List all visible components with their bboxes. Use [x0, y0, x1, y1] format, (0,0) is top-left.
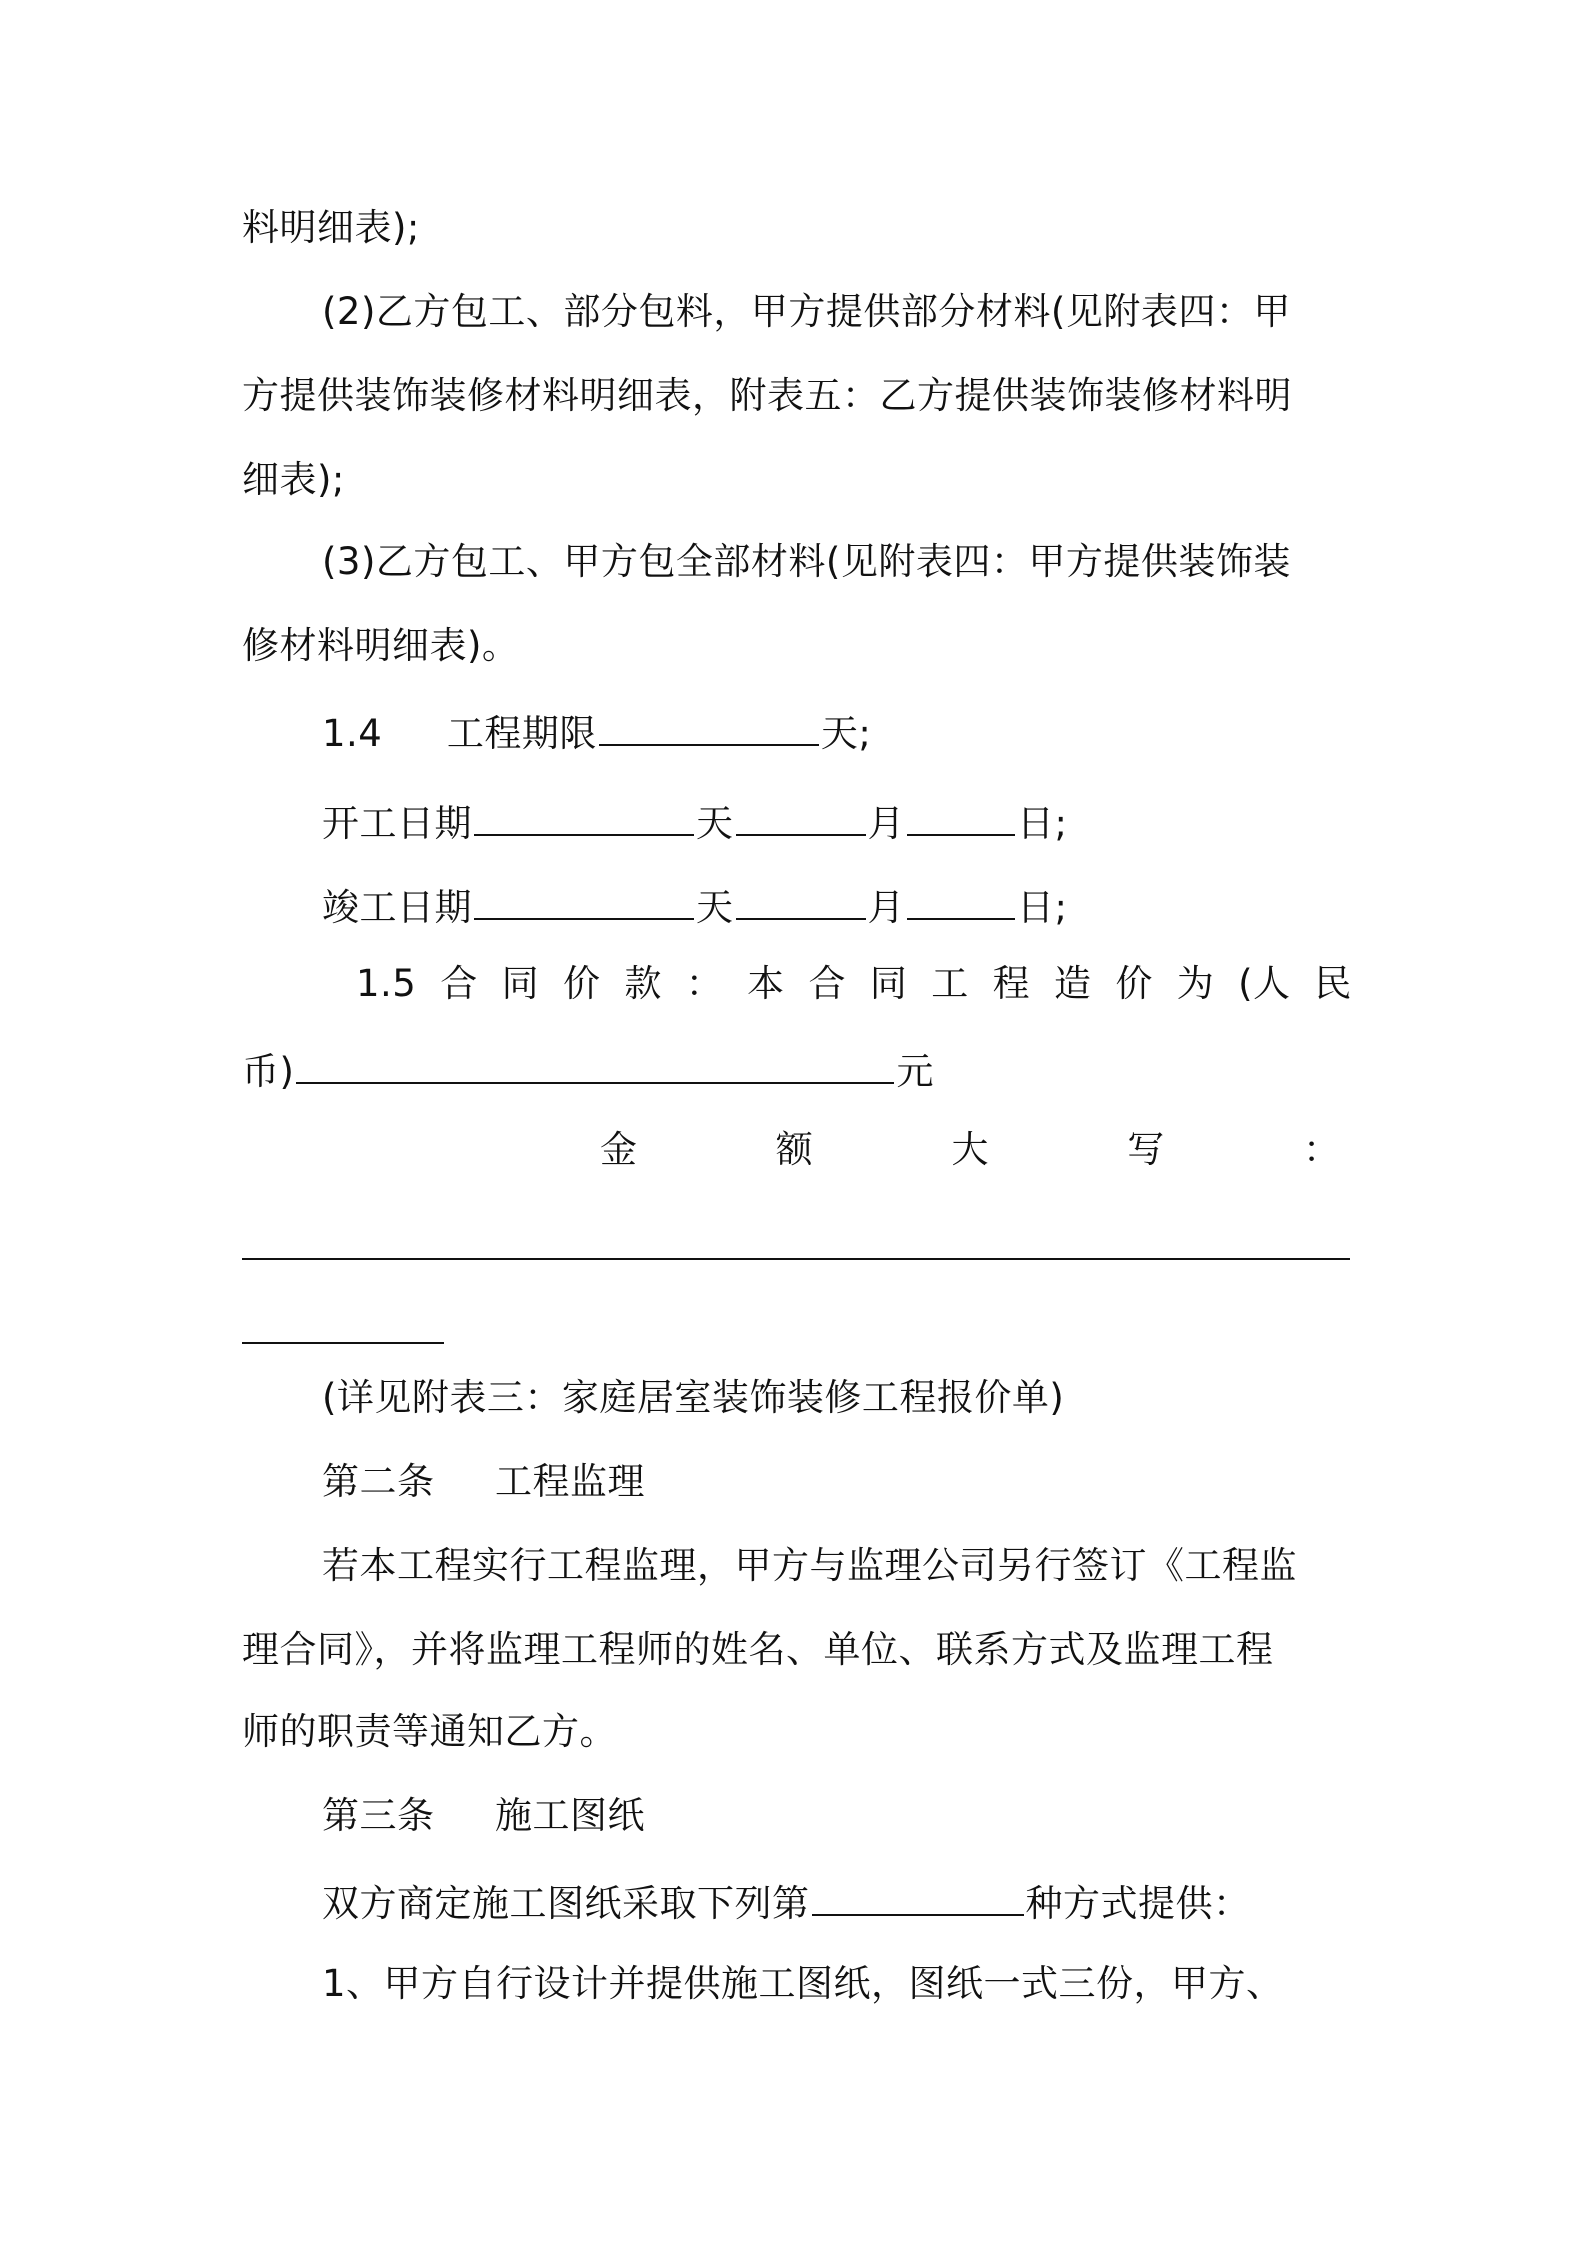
drawing-method-suffix: 种方式提供： — [1025, 1882, 1251, 1925]
spread-char: 造 — [1053, 962, 1092, 1005]
text-line: (详见附表三：家庭居室装饰装修工程报价单) — [322, 1376, 1065, 1419]
spread-char: 写 — [1127, 1128, 1165, 1171]
spread-char: 额 — [775, 1128, 813, 1171]
spread-char: 民 — [1314, 962, 1352, 1005]
currency-unit: 元 — [896, 1050, 934, 1093]
amount-in-words-label — [600, 1128, 1340, 1172]
duration-line — [322, 708, 1352, 756]
currency-line — [242, 1046, 1352, 1094]
spread-char: 为 — [1176, 962, 1215, 1005]
end-year-blank[interactable] — [474, 882, 694, 920]
text-line: 若本工程实行工程监理，甲方与监理公司另行签订《工程监 — [322, 1544, 1297, 1587]
start-date-unit: 日; — [1017, 802, 1068, 845]
spread-char: ： — [1303, 1128, 1340, 1171]
end-date-blank[interactable] — [907, 882, 1015, 920]
start-month-unit: 月 — [867, 802, 905, 845]
end-month-blank[interactable] — [736, 882, 866, 920]
spread-char: 大 — [951, 1128, 989, 1171]
duration-unit: 天; — [820, 712, 872, 755]
amount-words-blank[interactable] — [242, 1258, 1350, 1260]
start-date-label: 开工日期 — [322, 802, 472, 845]
spread-char: 价 — [1115, 962, 1153, 1005]
drawing-method-blank[interactable] — [812, 1878, 1024, 1916]
start-day-unit: 天 — [696, 802, 734, 845]
text-line: 师的职责等通知乙方。 — [242, 1710, 617, 1753]
end-date-line — [322, 882, 1352, 930]
text-line: 细表); — [242, 458, 345, 501]
spread-char: 同 — [501, 962, 540, 1005]
spread-char: 工 — [931, 962, 969, 1005]
article-title: 工程监理 — [495, 1460, 646, 1503]
end-month-unit: 月 — [867, 886, 905, 929]
article-number: 第三条 — [322, 1794, 435, 1837]
spread-char: 同 — [869, 962, 908, 1005]
start-date-line — [322, 798, 1352, 846]
duration-blank[interactable] — [599, 708, 819, 746]
spread-char: 程 — [992, 962, 1031, 1005]
text-line: (3)乙方包工、甲方包全部材料(见附表四：甲方提供装饰装 — [322, 540, 1291, 583]
start-month-blank[interactable] — [736, 798, 866, 836]
start-date-blank[interactable] — [907, 798, 1015, 836]
text-line: 修材料明细表)。 — [242, 624, 520, 667]
spread-char: 合 — [440, 962, 478, 1005]
text-line: 理合同》，并将监理工程师的姓名、单位、联系方式及监理工程 — [242, 1628, 1274, 1671]
contract-price-line — [356, 962, 1352, 1006]
start-year-blank[interactable] — [474, 798, 694, 836]
text-line: 方提供装饰装修材料明细表，附表五：乙方提供装饰装修材料明 — [242, 374, 1292, 417]
duration-label: 工程期限 — [446, 712, 597, 755]
spread-char: 价 — [562, 962, 601, 1005]
spread-char: 1.5 — [356, 962, 417, 1005]
article-heading — [322, 1794, 1352, 1838]
spread-char: 款 — [624, 962, 662, 1005]
text-line: 1、甲方自行设计并提供施工图纸，图纸一式三份，甲方、 — [322, 1962, 1284, 2005]
spread-char: 本 — [747, 962, 785, 1005]
end-date-unit: 日; — [1017, 886, 1068, 929]
text-line: (2)乙方包工、部分包料，甲方提供部分材料(见附表四：甲 — [322, 290, 1291, 333]
end-day-unit: 天 — [696, 886, 734, 929]
article-heading — [322, 1460, 1352, 1504]
article-number: 第二条 — [322, 1460, 435, 1503]
spread-char: (人 — [1238, 962, 1291, 1005]
clause-number: 1.4 — [322, 712, 383, 755]
drawing-method-line — [322, 1878, 1352, 1926]
drawing-method-label: 双方商定施工图纸采取下列第 — [322, 1882, 810, 1925]
end-date-label: 竣工日期 — [322, 886, 472, 929]
spread-char: 合 — [808, 962, 846, 1005]
amount-words-blank-cont[interactable] — [242, 1342, 444, 1344]
price-blank[interactable] — [296, 1046, 894, 1084]
article-title: 施工图纸 — [495, 1794, 646, 1837]
spread-char: 金 — [600, 1128, 637, 1171]
currency-label: 币) — [242, 1050, 295, 1093]
spread-char: ： — [685, 962, 724, 1005]
text-line: 料明细表); — [242, 206, 420, 249]
